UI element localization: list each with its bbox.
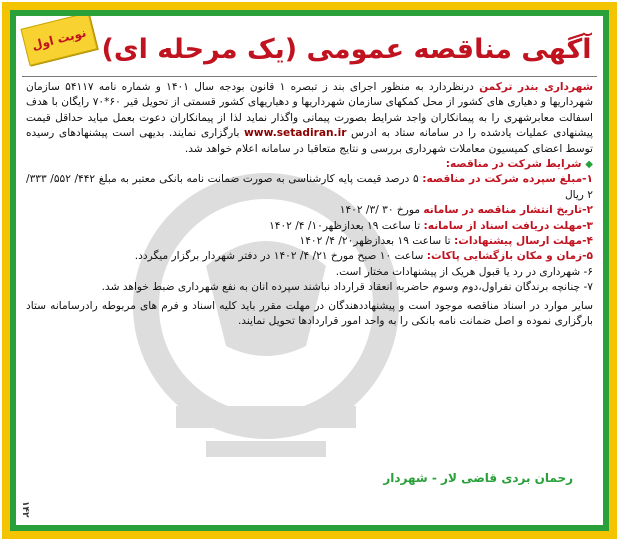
- intro-paragraph: [26, 80, 593, 157]
- condition-item: ۵-زمان و مکان بازگشایی پاکات: ساعت ۱۰ صبح مورخ ۲۱/ ۴/ ۱۴۰۲ در دفتر شهردار برگزار میگردد.: [134, 250, 593, 263]
- website-link[interactable]: www.setadiran.ir: [244, 127, 347, 140]
- side-code: ۱۴۲: [20, 500, 30, 517]
- title-divider: [22, 76, 597, 77]
- organization-name: شهرداری بندر ترکمن: [479, 81, 593, 93]
- diamond-bullet-icon: ◆: [585, 159, 593, 171]
- intro-text-a: درنظردارد به منظور اجرای بند ز تبصره ۱ قانون بودجه سال ۱۴۰۱ و شماره نامه ۵۴۱۱۷ سازمان شهرداریها و دهیاری های کشور از محل کمکهای سازمان شهرداریها و دهیاریهای کشور قسمتی از تحویل قیر ۶۰*۷۰ رایگان با هدف اسفالت معابرشهری را به پیمانکاران واجد شرایط بصورت پیمانی واگذار نماید لذا از پیمانکاران دعوت بعمل میاید حداقل قیمت پیشنهادی عملیات یادشده را در سامانه ستاد به ادرس: [26, 81, 593, 140]
- closing-paragraph: سایر موارد در اسناد مناقصه موجود است و پیشنهاددهندگان در مهلت مقرر باید کلیه اسناد و فرم های مربوطه رادرسامانه ستاد بارگزاری نموده و اصل ضمانت نامه بانکی را به واحد امور قراردادها تحویل نمایند.: [26, 299, 593, 328]
- condition-item: ۲-تاریخ انتشار مناقصه در سامانه مورخ ۳۰ /۳/ ۱۴۰۲: [339, 204, 593, 217]
- conditions-heading: ◆ شرایط شرکت در مناقصه:: [445, 158, 593, 171]
- condition-item: ۷- چنانچه برندگان نفراول،دوم وسوم حاضربه انعقاد قرارداد نباشند سپرده انان به نفع شهرداری ضبط خواهد شد.: [101, 281, 593, 294]
- notice-body: [26, 80, 593, 495]
- page-title: آگهی مناقصه عمومی (یک مرحله ای): [101, 34, 592, 65]
- badge-label: نوبت اول: [30, 25, 88, 53]
- condition-item: ۱-مبلغ سپرده شرکت در مناقصه: ۵ درصد قیمت پایه کارشناسی به صورت ضمانت نامه بانکی معتبر به مبلغ ۴۴۲/ ۵۵۲/ ۳۳۳/ ۲ ریال: [26, 173, 593, 201]
- intro-text-b: بارگزاری نمایند. بدیهی است پیشنهادهای رسیده توسط اعضای کمیسیون معاملات شهرداری بررسی و نتایج متعاقبا در سامانه اعلام خواهد شد.: [26, 127, 593, 155]
- condition-item: ۴-مهلت ارسال پیشنهادات: تا ساعت ۱۹ بعدازظهر۲۰/ ۴/ ۱۴۰۲: [299, 235, 593, 248]
- condition-item: ۶- شهرداری در رد یا قبول هریک از پیشنهادات مختار است.: [335, 265, 593, 278]
- first-publication-badge: [20, 16, 97, 66]
- notice-paper: [16, 16, 603, 525]
- signer-name: رحمان بردی قاضی لار - شهردار: [383, 471, 573, 485]
- condition-item: ۳-مهلت دریافت اسناد از سامانه: تا ساعت ۱۹ بعدازظهر۱۰/ ۴/ ۱۴۰۲: [269, 219, 593, 232]
